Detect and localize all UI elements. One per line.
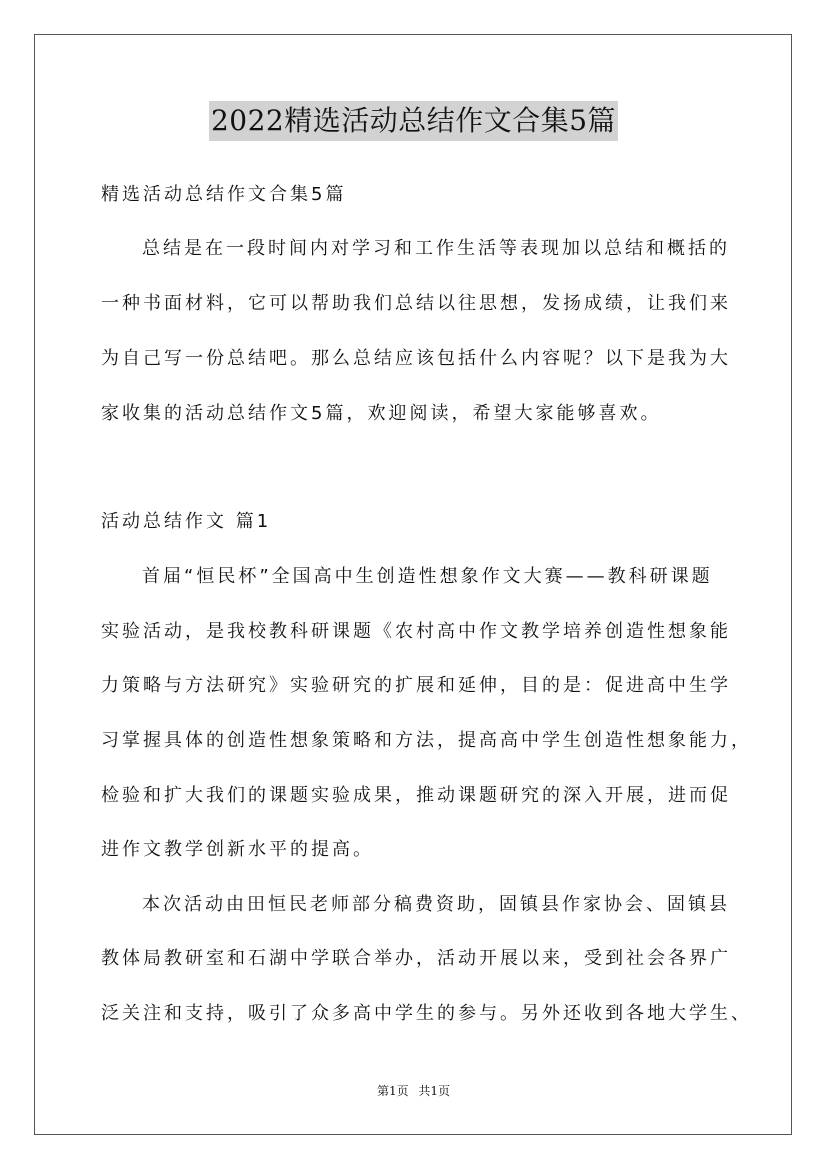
- paragraph-line: 习掌握具体的创造性想象策略和方法，提高高中学生创造性想象能力，: [101, 730, 752, 751]
- paragraph-line: 教体局教研室和石湖中学联合举办，活动开展以来，受到社会各界广: [101, 948, 731, 969]
- paragraph-line: 检验和扩大我们的课题实验成果，推动课题研究的深入开展，进而促: [101, 785, 731, 806]
- section-heading: 活动总结作文 篇1: [101, 511, 272, 532]
- paragraph-line: 泛关注和支持，吸引了众多高中学生的参与。另外还收到各地大学生、: [101, 1003, 752, 1024]
- document-subtitle: 精选活动总结作文合集5篇: [101, 184, 347, 205]
- intro-line: 家收集的活动总结作文5篇，欢迎阅读，希望大家能够喜欢。: [101, 403, 662, 424]
- page-total: 共1页: [418, 1084, 451, 1098]
- document-title: 2022精选活动总结作文合集5篇: [209, 101, 618, 141]
- paragraph-line: 力策略与方法研究》实验研究的扩展和延伸，目的是：促进高中生学: [101, 675, 731, 696]
- title-container: [0, 101, 827, 141]
- page-footer: [0, 1083, 827, 1099]
- paragraph-line: 首届“恒民杯”全国高中生创造性想象作文大赛——教科研课题: [142, 566, 713, 587]
- intro-line: 一种书面材料，它可以帮助我们总结以往思想，发扬成绩，让我们来: [101, 293, 731, 314]
- intro-line: 为自己写一份总结吧。那么总结应该包括什么内容呢？以下是我为大: [101, 348, 731, 369]
- paragraph-line: 进作文教学创新水平的提高。: [101, 839, 374, 860]
- page-number: 第1页: [376, 1084, 409, 1098]
- intro-line: 总结是在一段时间内对学习和工作生活等表现加以总结和概括的: [142, 238, 730, 259]
- paragraph-line: 实验活动，是我校教科研课题《农村高中作文教学培养创造性想象能: [101, 621, 731, 642]
- paragraph-line: 本次活动由田恒民老师部分稿费资助，固镇县作家协会、固镇县: [142, 894, 730, 915]
